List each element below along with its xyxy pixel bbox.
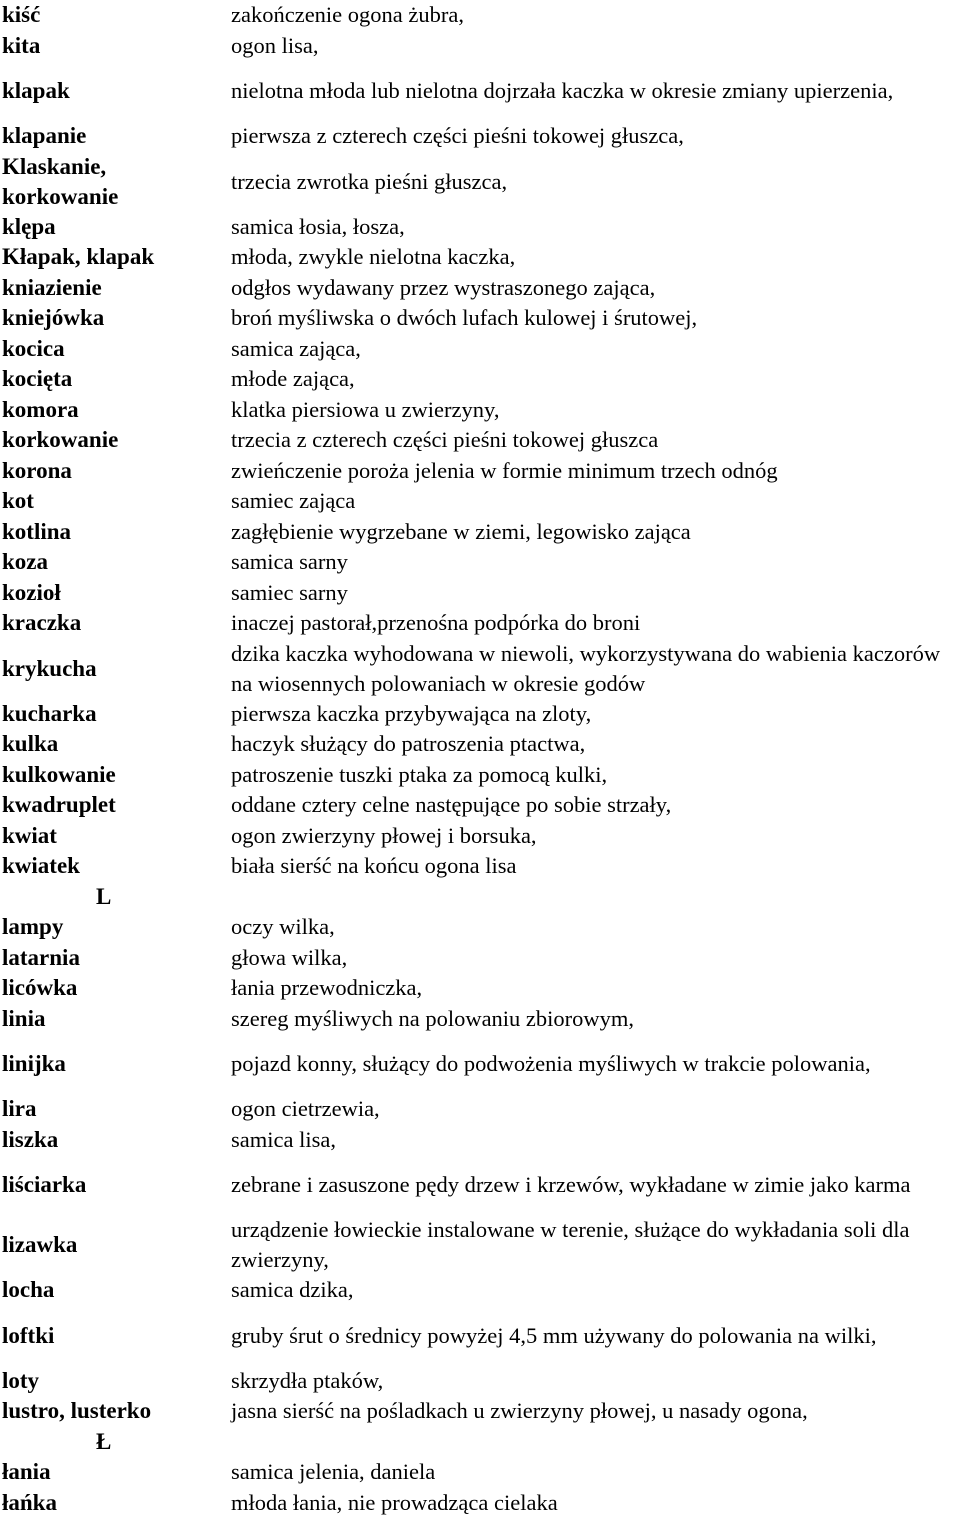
glossary-entry (0, 395, 960, 426)
entry-term: krykucha (0, 654, 226, 684)
entry-term: Klaskanie, korkowanie (0, 152, 226, 212)
entry-term: latarnia (0, 943, 226, 973)
glossary-entry (0, 1034, 960, 1094)
glossary-entry (0, 0, 960, 31)
glossary-entry (0, 212, 960, 243)
entry-definition: samica łosia, łosza, (226, 212, 958, 242)
entry-definition: młoda łania, nie prowadząca cielaka (226, 1488, 958, 1518)
entry-term: klapak (0, 76, 226, 106)
glossary-entry (0, 729, 960, 760)
glossary-entry (0, 608, 960, 639)
entry-definition: zagłębienie wygrzebane w ziemi, legowisko zająca (226, 517, 958, 547)
glossary-entry (0, 364, 960, 395)
entry-definition: patroszenie tuszki ptaka za pomocą kulki, (226, 760, 958, 790)
glossary-entry (0, 699, 960, 730)
glossary-entry (0, 121, 960, 152)
entry-term: kocięta (0, 364, 226, 394)
glossary-entry (0, 1004, 960, 1035)
entry-definition: głowa wilka, (226, 943, 958, 973)
glossary-entry (0, 425, 960, 456)
glossary-entry (0, 242, 960, 273)
entry-term: kwiat (0, 821, 226, 851)
glossary-entry (0, 1094, 960, 1125)
glossary-entry (0, 790, 960, 821)
entry-term: locha (0, 1275, 226, 1305)
entry-definition: samica lisa, (226, 1125, 958, 1155)
entry-term: liściarka (0, 1170, 226, 1200)
glossary-entry (0, 943, 960, 974)
entry-term: koza (0, 547, 226, 577)
glossary-entry (0, 1215, 960, 1275)
glossary-entry (0, 456, 960, 487)
glossary-entry (0, 152, 960, 212)
entry-term: lizawka (0, 1230, 226, 1260)
section-letter-heading: L (0, 882, 960, 913)
entry-term: łańka (0, 1488, 226, 1518)
entry-definition: młoda, zwykle nielotna kaczka, (226, 242, 958, 272)
glossary-entry (0, 31, 960, 62)
entry-definition: nielotna młoda lub nielotna dojrzała kaczka w okresie zmiany upierzenia, (226, 76, 958, 106)
entry-term: linia (0, 1004, 226, 1034)
entry-definition: broń myśliwska o dwóch lufach kulowej i śrutowej, (226, 303, 958, 333)
entry-term: komora (0, 395, 226, 425)
glossary-entry (0, 851, 960, 882)
entry-term: kraczka (0, 608, 226, 638)
glossary-entry (0, 760, 960, 791)
entry-definition: samica jelenia, daniela (226, 1457, 958, 1487)
entry-definition: dzika kaczka wyhodowana w niewoli, wykorzystywana do wabienia kaczorów na wiosennych polowaniach w okresie godów (226, 639, 958, 699)
entry-definition: zakończenie ogona żubra, (226, 0, 958, 30)
glossary-entry (0, 1396, 960, 1427)
entry-term: liszka (0, 1125, 226, 1155)
entry-term: lira (0, 1094, 226, 1124)
glossary-entry (0, 517, 960, 548)
entry-term: loftki (0, 1321, 226, 1351)
entry-definition: ogon cietrzewia, (226, 1094, 958, 1124)
entry-term: lustro, lusterko (0, 1396, 226, 1426)
entry-term: Kłapak, klapak (0, 242, 226, 272)
entry-term: korona (0, 456, 226, 486)
entry-term: linijka (0, 1049, 226, 1079)
entry-term: kiść (0, 0, 226, 30)
glossary-entry (0, 1366, 960, 1397)
entry-definition: klatka piersiowa u zwierzyny, (226, 395, 958, 425)
glossary-entry (0, 303, 960, 334)
entry-term: kot (0, 486, 226, 516)
glossary-entry (0, 1488, 960, 1518)
entry-definition: pierwsza kaczka przybywająca na zloty, (226, 699, 958, 729)
entry-term: loty (0, 1366, 226, 1396)
entry-definition: pojazd konny, służący do podwożenia myśliwych w trakcie polowania, (226, 1049, 958, 1079)
entry-definition: łania przewodniczka, (226, 973, 958, 1003)
entry-definition: urządzenie łowieckie instalowane w terenie, służące do wykładania soli dla zwierzyny, (226, 1215, 958, 1275)
entry-definition: inaczej pastorał,przenośna podpórka do broni (226, 608, 958, 638)
entry-definition: trzecia zwrotka pieśni głuszca, (226, 167, 958, 197)
entry-term: klapanie (0, 121, 226, 151)
entry-term: kocica (0, 334, 226, 364)
entry-definition: oczy wilka, (226, 912, 958, 942)
section-letter-heading: Ł (0, 1427, 960, 1458)
entry-term: łania (0, 1457, 226, 1487)
glossary-entry (0, 1275, 960, 1306)
glossary-entry (0, 486, 960, 517)
entry-definition: samiec zająca (226, 486, 958, 516)
glossary-entry (0, 1306, 960, 1366)
glossary-entry (0, 578, 960, 609)
entry-definition: samiec sarny (226, 578, 958, 608)
entry-definition: gruby śrut o średnicy powyżej 4,5 mm używany do polowania na wilki, (226, 1321, 958, 1351)
entry-term: licówka (0, 973, 226, 1003)
entry-term: kulkowanie (0, 760, 226, 790)
entry-definition: odgłos wydawany przez wystraszonego zająca, (226, 273, 958, 303)
glossary-entry (0, 1125, 960, 1156)
entry-term: kniejówka (0, 303, 226, 333)
entry-term: kniazienie (0, 273, 226, 303)
entry-definition: samica sarny (226, 547, 958, 577)
entry-definition: biała sierść na końcu ogona lisa (226, 851, 958, 881)
entry-term: klępa (0, 212, 226, 242)
glossary-entry (0, 1457, 960, 1488)
entry-term: kulka (0, 729, 226, 759)
entry-term: kozioł (0, 578, 226, 608)
entry-definition: samica dzika, (226, 1275, 958, 1305)
glossary-entry (0, 273, 960, 304)
entry-definition: skrzydła ptaków, (226, 1366, 958, 1396)
entry-definition: szereg myśliwych na polowaniu zbiorowym, (226, 1004, 958, 1034)
glossary-entry (0, 912, 960, 943)
entry-definition: młode zająca, (226, 364, 958, 394)
entry-term: kotlina (0, 517, 226, 547)
entry-term: lampy (0, 912, 226, 942)
entry-term: kucharka (0, 699, 226, 729)
glossary-entry (0, 547, 960, 578)
glossary-entry (0, 639, 960, 699)
entry-definition: oddane cztery celne następujące po sobie strzały, (226, 790, 958, 820)
glossary-entry (0, 334, 960, 365)
entry-definition: pierwsza z czterech części pieśni tokowej głuszca, (226, 121, 958, 151)
glossary-entry (0, 1155, 960, 1215)
entry-term: kwadruplet (0, 790, 226, 820)
entry-definition: ogon lisa, (226, 31, 958, 61)
entry-definition: haczyk służący do patroszenia ptactwa, (226, 729, 958, 759)
entry-definition: jasna sierść na pośladkach u zwierzyny płowej, u nasady ogona, (226, 1396, 958, 1426)
entry-definition: ogon zwierzyny płowej i borsuka, (226, 821, 958, 851)
entry-definition: zwieńczenie poroża jelenia w formie minimum trzech odnóg (226, 456, 958, 486)
glossary-entry (0, 61, 960, 121)
entry-term: kwiatek (0, 851, 226, 881)
glossary-entry (0, 973, 960, 1004)
glossary-entry (0, 821, 960, 852)
entry-definition: samica zająca, (226, 334, 958, 364)
entry-definition: trzecia z czterech części pieśni tokowej głuszca (226, 425, 958, 455)
entry-term: korkowanie (0, 425, 226, 455)
entry-definition: zebrane i zasuszone pędy drzew i krzewów, wykładane w zimie jako karma (226, 1170, 958, 1200)
entry-term: kita (0, 31, 226, 61)
